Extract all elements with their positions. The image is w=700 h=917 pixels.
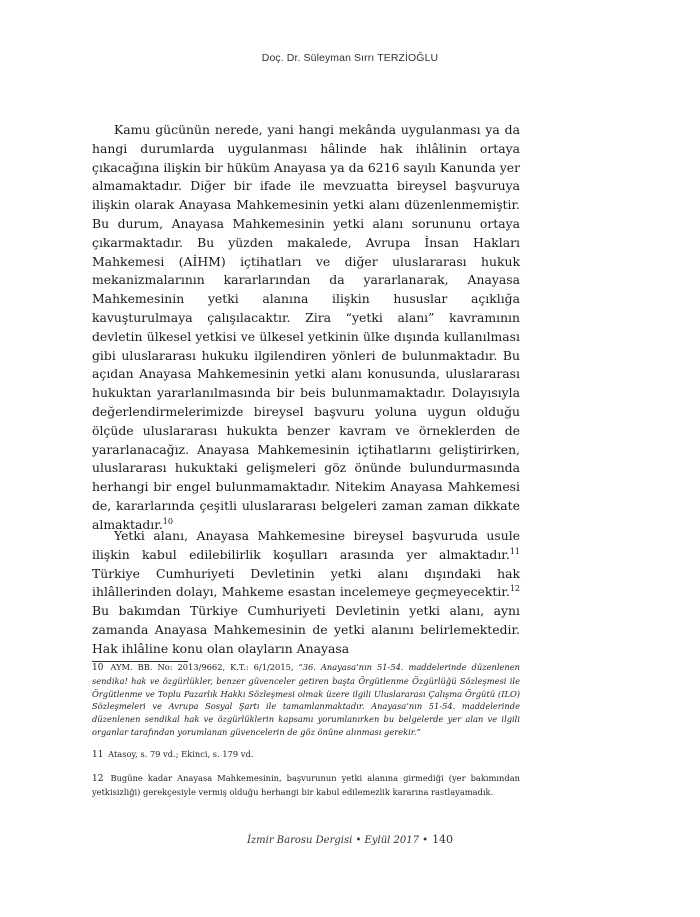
page-footer: [0, 833, 700, 846]
footnote-10: [92, 661, 520, 739]
page-number: 140: [432, 833, 454, 846]
footnote-ref-12[interactable]: 12: [509, 584, 520, 594]
journal-name: İzmir Barosu Dergisi • Eylül 2017 •: [246, 835, 429, 846]
footnote-ref-10[interactable]: 10: [162, 516, 173, 526]
body-paragraph-2: [92, 527, 520, 659]
footnote-text: Bugüne kadar Anayasa Mahkemesinin, başvurunun yetki alanına girmediği (yer bakımından yetkisizliği) gerekçesiyle vermiş olduğu herhangi bir kabul edilemezlik kararına rastlayamadık.: [92, 773, 520, 797]
footnote-12: [92, 772, 520, 799]
footnote-lead: AYM. BB. No: 2013/9662, K.T.: 6/1/2015,: [110, 662, 299, 672]
running-head: Doç. Dr. Süleyman Sırrı TERZİOĞLU: [261, 52, 439, 64]
footnote-text: Atasoy, s. 79 vd.; Ekinci, s. 179 vd.: [108, 749, 254, 759]
paragraph-1-text: Kamu gücünün nerede, yani hangi mekânda uygulanması ya da hangi durumlarda uygulanması hâlinde hak ihlâlinin ortaya çıkacağına ilişkin bir hüküm Anayasa ya da 6216 sayılı Kanunda yer almamaktadır. Diğer bir ifade ile mevzuatta bireysel başvuruya ilişkin olarak Anayasa Mahkemesinin yetki alanı düzenlenmemiştir. Bu durum, Anayasa Mahkemesinin yetki alanı sorununu ortaya çıkarmaktadır. Bu yüzden makalede, Avrupa İnsan Hakları Mahkemesi (AİHM) içtihatları ve diğer uluslararası hukuk mekanizmalarının kararlarından da yararlanarak, Anayasa Mahkemesinin yetki alanına ilişkin hususlar açıklığa kavuşturulmaya çalışılacaktır. Zira “yetki alanı” kavramının devletin ülkesel yetkisi ve ülkesel yetkinin ülke dışında kullanılması gibi uluslararası hukuku ilgilendiren yönleri de bulunmaktadır. Bu açıdan Anayasa Mahkemesinin yetki alanı konusunda, uluslararası hukuktan yararlanılmasında bir beis bulunmamaktadır. Dolayısıyla değerlendirmelerimizde bireysel başvuru yoluna uygun olduğu ölçüde uluslararası hukukta benzer kavram ve örneklerden de yararlanacağız. Anayasa Mahkemesinin içtihatlarını geliştirirken, uluslararası hukuktaki gelişmeleri göz önünde bulundurmasında herhangi bir engel bulunmamaktadır. Nitekim Anayasa Mahkemesi de, kararlarında çeşitli uluslararası belgeleri zaman zaman dikkate almaktadır.: [92, 122, 520, 532]
footnote-ref-11[interactable]: 11: [509, 546, 520, 556]
footnote-number: 12: [92, 774, 104, 784]
paragraph-2-text-b: Türkiye Cumhuriyeti Devletinin yetki alanı dışındaki hak ihlâllerinden dolayı, Mahkeme esastan incelemeye geçmeyecektir.: [92, 565, 520, 600]
paragraph-2-text-c: Bu bakımdan Türkiye Cumhuriyeti Devletinin yetki alanı, aynı zamanda Anayasa Mahkemesinin de yetki alanını belirlemektedir. Hak ihlâline konu olan olayların Anayasa: [92, 603, 520, 656]
body-paragraph-1: [92, 121, 520, 535]
paragraph-2-text-a: Yetki alanı, Anayasa Mahkemesine bireysel başvuruda usule ilişkin kabul edilebilirlik koşulları arasında yer almaktadır.: [92, 528, 520, 562]
footnote-number: 11: [92, 750, 104, 760]
footnote-11: [92, 748, 520, 762]
footnote-number: 10: [92, 663, 104, 673]
footnote-quote: “36. Anayasa’nın 51-54. maddelerinde düzenlenen sendika! hak ve özgürlükler, benzer güvenceler getiren başta Örgütlenme Özgürlüğü Sözleşmesi ile Örgütlenme ve Toplu Pazarlık Hakkı Sözleşmesi olmak üzere ilgili Uluslararası Çalışma Örgütü (ILO) Sözleşmeleri ve Avrupa Sosyal Şartı ile tamamlanmaktadır. Anayasa’nın 51-54. maddelerinde düzenlenen sendikal hak ve özgürlüklerin kapsamı yorumlanırken bu belgelerde yer alan ve ilgili organlar tarafından yorumlanan güvencelerin de göz önüne alınması gerekir.”: [92, 662, 520, 737]
